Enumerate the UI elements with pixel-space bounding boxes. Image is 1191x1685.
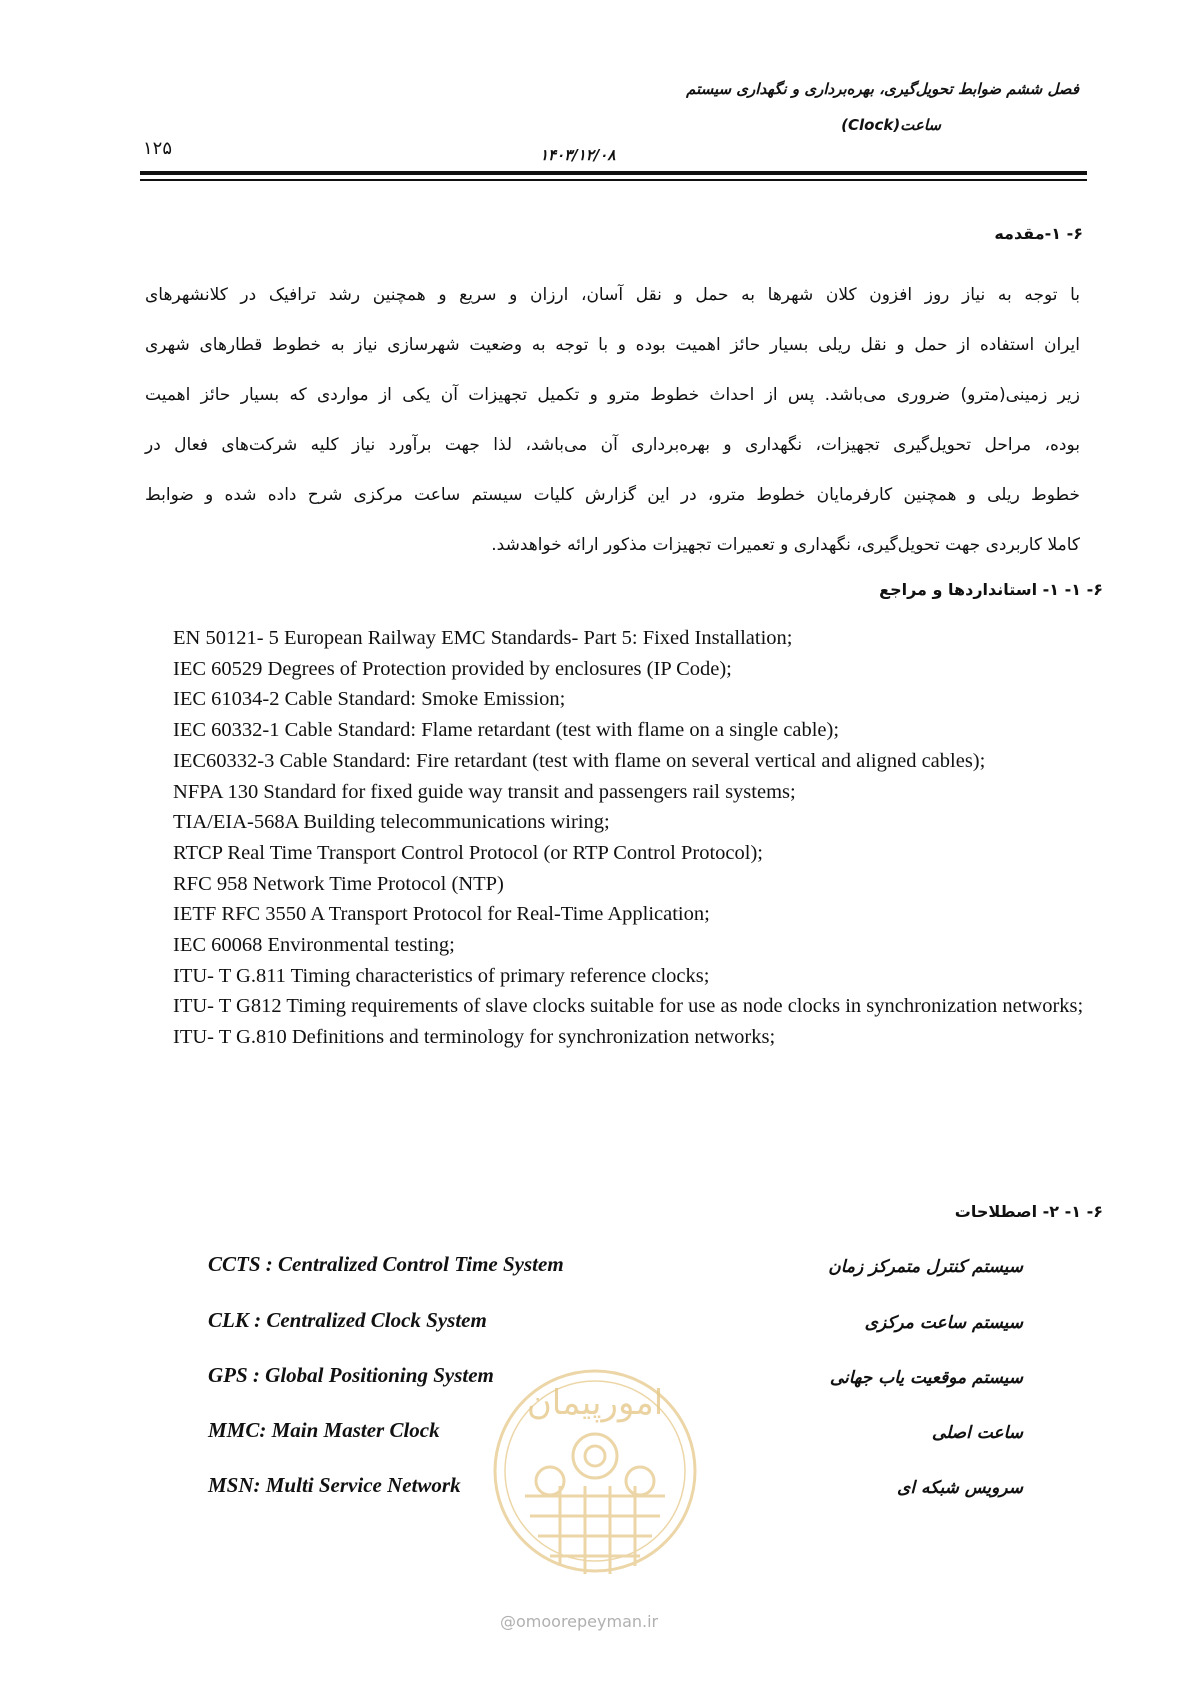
standard-item: RFC 958 Network Time Protocol (NTP) [173, 872, 504, 895]
standard-item: IEC 60529 Degrees of Protection provided by enclosures (IP Code); [173, 657, 732, 680]
intro-line: خطوط ریلی و همچنین کارفرمایان خطوط مترو، در این گزارش کلیات سیستم ساعت مرکزی شرح داده شده و ضوابط [145, 485, 1080, 505]
intro-line: کاملا کاربردی جهت تحویل‌گیری، نگهداری و تعمیرات تجهیزات مذکور ارائه خواهدشد. [491, 535, 1080, 555]
page-number: ۱۲۵ [143, 138, 173, 159]
standard-item: IEC60332-3 Cable Standard: Fire retardant (test with flame on several vertical and aligned cables); [173, 749, 986, 772]
standard-item: ITU- T G.810 Definitions and terminology for synchronization networks; [173, 1026, 776, 1049]
header-rule-thin [140, 179, 1087, 181]
watermark-url-text: omoorepeyman.ir [516, 1612, 659, 1631]
term-persian: سیستم ساعت مرکزی [864, 1313, 1023, 1333]
standard-item: RTCP Real Time Transport Control Protocol (or RTP Control Protocol); [173, 841, 763, 864]
watermark-logo [490, 1346, 700, 1606]
standards-list [145, 623, 1085, 1053]
header-subtitle: ساعت(Clock) [841, 116, 941, 134]
term-persian: سیستم کنترل متمرکز زمان [828, 1257, 1023, 1277]
standard-item: ITU- T G.811 Timing characteristics of primary reference clocks; [173, 964, 710, 987]
standard-item: IEC 61034-2 Cable Standard: Smoke Emission; [173, 688, 566, 711]
header-rule-thick [140, 171, 1087, 175]
intro-paragraph [145, 270, 1080, 570]
intro-line: با توجه به نیاز روز افزون کلان شهرها به حمل و نقل آسان، ارزان و سریع و همچنین رشد ترافیک در کلانشهرهای [145, 285, 1080, 305]
standard-item: EN 50121- 5 European Railway EMC Standards- Part 5: Fixed Installation; [173, 627, 793, 649]
term-persian: ساعت اصلی [931, 1423, 1023, 1443]
standard-item: IEC 60068 Environmental testing; [173, 934, 455, 957]
intro-line: زیر زمینی(مترو) ضروری می‌باشد. پس از احداث خطوط مترو و تکمیل تجهیزات آن یکی از مواردی که بسیار حائز اهمیت [145, 385, 1080, 405]
section-heading-terms: ۶- ۱- ۲- اصطلاحات [954, 1202, 1103, 1221]
term-english: CLK : Centralized Clock System [208, 1308, 487, 1332]
header-chapter-title: فصل ششم ضوابط تحویل‌گیری، بهره‌برداری و نگهداری سیستم [686, 80, 1079, 98]
intro-line: ایران استفاده از حمل و نقل ریلی بسیار حائز اهمیت بوده و با توجه به وضعیت شهرسازی نیاز به خطوط قطارهای شهری [145, 335, 1080, 355]
term-english: CCTS : Centralized Control Time System [208, 1252, 564, 1276]
standard-item: TIA/EIA-568A Building telecommunications wiring; [173, 811, 610, 834]
term-english: MMC: Main Master Clock [208, 1418, 440, 1442]
standard-item: NFPA 130 Standard for fixed guide way transit and passengers rail systems; [173, 780, 796, 803]
watermark-url [500, 1612, 658, 1631]
header-date: ۱۴۰۳/۱۲/۰۸ [540, 146, 616, 164]
standard-item: IEC 60332-1 Cable Standard: Flame retardant (test with flame on a single cable); [173, 719, 840, 742]
term-persian: سرویس شبکه ای [897, 1478, 1023, 1498]
section-heading-standards: ۶- ۱- ۱- استانداردها و مراجع [879, 580, 1103, 599]
intro-line: بوده، مراحل تحویل‌گیری تجهیزات، نگهداری و بهره‌برداری آن می‌باشد، لذا جهت برآورد نیاز کلیه شرکت‌های فعال در [145, 435, 1080, 455]
section-heading-intro: ۶- ۱-مقدمه [994, 224, 1083, 243]
term-english: GPS : Global Positioning System [208, 1363, 494, 1387]
at-icon: @ [500, 1612, 516, 1631]
standard-item: IETF RFC 3550 A Transport Protocol for Real-Time Application; [173, 903, 710, 926]
watermark-logo-text: امورپیمان [526, 1383, 664, 1423]
standard-item: ITU- T G812 Timing requirements of slave clocks suitable for use as node clocks in synchronization networks; [173, 995, 1084, 1018]
term-persian: سیستم موقعیت یاب جهانی [829, 1368, 1023, 1388]
term-english: MSN: Multi Service Network [208, 1473, 461, 1497]
watermark-seal-icon [490, 1346, 700, 1606]
